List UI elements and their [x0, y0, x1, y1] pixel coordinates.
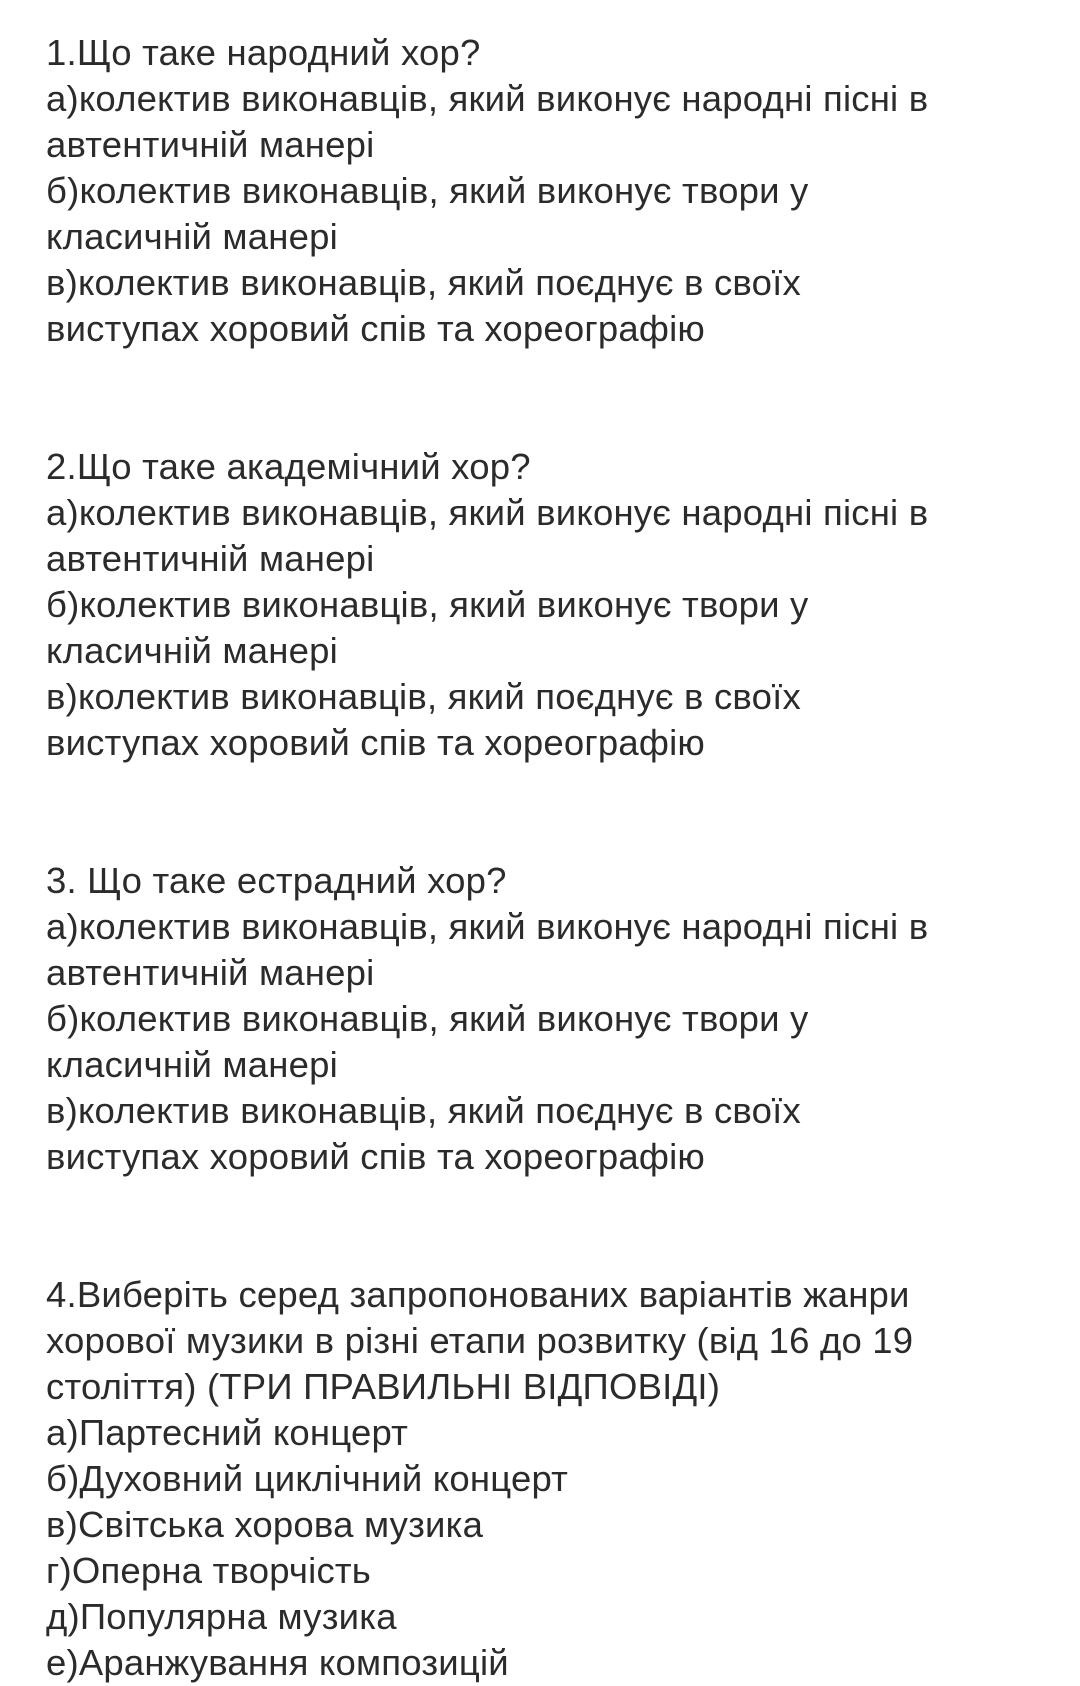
answer-option: б)колектив виконавців, який виконує твори у: [46, 170, 809, 211]
answer-option-continued: автентичній манері: [46, 952, 375, 993]
answer-option: г)Оперна творчість: [46, 1550, 372, 1591]
answer-option: а)колектив виконавців, який виконує народні пісні в: [46, 492, 929, 533]
question-title-continued: хорової музики в різні етапи розвитку (від 16 до 19: [46, 1320, 914, 1361]
question-title: 2.Що таке академічний хор?: [46, 446, 531, 487]
answer-option: б)колектив виконавців, який виконує твори у: [46, 584, 809, 625]
answer-option-continued: автентичній манері: [46, 538, 375, 579]
question-3: [46, 858, 1056, 1180]
answer-option-continued: виступах хоровий спів та хореографію: [46, 722, 705, 763]
answer-option-continued: виступах хоровий спів та хореографію: [46, 1136, 705, 1177]
answer-option-continued: класичній манері: [46, 1044, 338, 1085]
answer-option: б)Духовний циклічний концерт: [46, 1458, 569, 1499]
answer-option-continued: класичній манері: [46, 630, 338, 671]
answer-option: в)колектив виконавців, який поєднує в своїх: [46, 1090, 801, 1131]
question-4: [46, 1272, 1056, 1686]
answer-option: а)колектив виконавців, який виконує народні пісні в: [46, 906, 929, 947]
question-2: [46, 444, 1056, 766]
question-1: [46, 30, 1056, 352]
answer-option-continued: класичній манері: [46, 216, 338, 257]
question-title: 1.Що таке народний хор?: [46, 32, 481, 73]
answer-option-continued: виступах хоровий спів та хореографію: [46, 308, 705, 349]
answer-option: в)Світська хорова музика: [46, 1504, 484, 1545]
question-title: 4.Виберіть серед запропонованих варіантів жанри: [46, 1274, 910, 1315]
answer-option: в)колектив виконавців, який поєднує в своїх: [46, 262, 801, 303]
answer-option: д)Популярна музика: [46, 1596, 397, 1637]
question-title: 3. Що таке естрадний хор?: [46, 860, 507, 901]
answer-option: а)колектив виконавців, який виконує народні пісні в: [46, 78, 929, 119]
answer-option: б)колектив виконавців, який виконує твори у: [46, 998, 809, 1039]
answer-option: а)Партесний концерт: [46, 1412, 409, 1453]
answer-option: е)Аранжування композицій: [46, 1642, 509, 1683]
question-title-continued: століття) (ТРИ ПРАВИЛЬНІ ВІДПОВІДІ): [46, 1366, 721, 1407]
answer-option: в)колектив виконавців, який поєднує в своїх: [46, 676, 801, 717]
answer-option-continued: автентичній манері: [46, 124, 375, 165]
